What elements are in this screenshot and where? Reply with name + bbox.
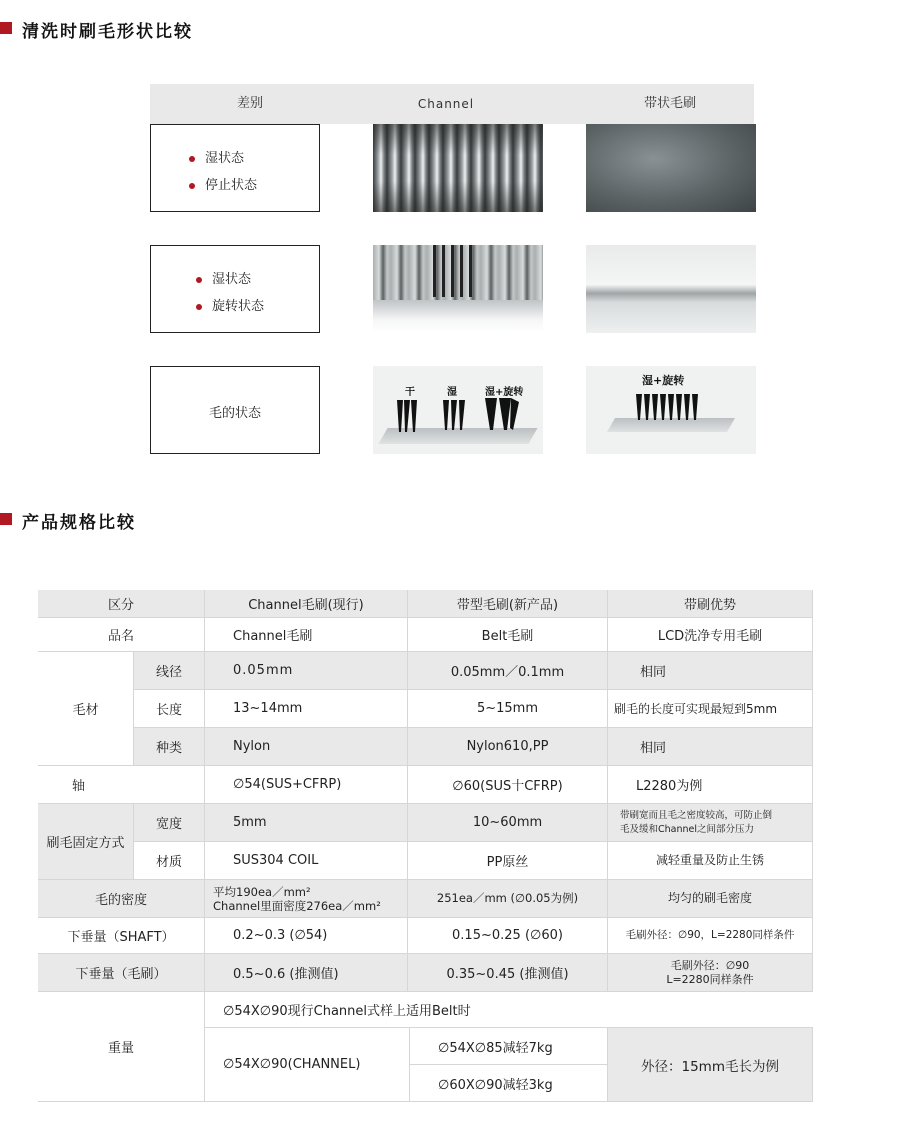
bullet-item (196, 295, 264, 314)
bullet-text: 停止状态 (205, 178, 258, 193)
table-cell: 0.15~0.25 (∅60) (408, 918, 608, 954)
table-row-label: 品名 (38, 618, 205, 652)
label-wet-rotate: 湿+旋转 (485, 387, 524, 398)
table-cell: Belt毛刷 (408, 618, 608, 652)
table-row-label: 长度 (134, 690, 205, 728)
table-cell: ∅54X∅90(CHANNEL) (205, 1028, 410, 1102)
table-cell: ∅54(SUS+CFRP) (205, 766, 408, 804)
bullet-item (189, 147, 244, 166)
section-marker-icon (0, 22, 12, 34)
channel-wet-stop-photo (373, 124, 543, 212)
table-cell: 10~60mm (408, 804, 608, 842)
bullet-dot-icon (189, 156, 195, 162)
label-dry: 干 (405, 387, 415, 398)
bullet-dot-icon (196, 277, 202, 283)
section-title-spec: 产品规格比较 (22, 513, 136, 533)
channel-wet-rotate-photo (373, 245, 543, 333)
wet-rotate-bristles (485, 398, 519, 430)
photo-dark-streak (433, 245, 473, 297)
table-cell: 毛刷外径：∅90 L=2280同样条件 (608, 954, 813, 992)
table-cell: 相同 (608, 652, 813, 690)
bristle-shapes (373, 366, 543, 454)
wet-bristles (443, 400, 465, 430)
table-cell: 0.05mm／0.1mm (408, 652, 608, 690)
table-row-label: 线径 (134, 652, 205, 690)
table-cell: 平均190ea／mm² Channel里面密度276ea／mm² (205, 880, 408, 918)
dry-bristles (397, 400, 417, 432)
bullet-item (189, 174, 257, 193)
bullet-text: 湿状态 (212, 272, 252, 287)
table-cell: ∅60(SUS十CFRP) (408, 766, 608, 804)
bullet-text: 湿状态 (205, 151, 245, 166)
table-cell: 减轻重量及防止生锈 (608, 842, 813, 880)
table-cell: SUS304 COIL (205, 842, 408, 880)
table-cell: PP原丝 (408, 842, 608, 880)
table-header-cell: 带刷优势 (608, 590, 813, 618)
table-cell: 外径：15mm毛长为例 (608, 1028, 813, 1102)
table-cell: Nylon610,PP (408, 728, 608, 766)
state-box-wet-rotate (150, 245, 320, 333)
table-header-cell: 带型毛刷(新产品) (408, 590, 608, 618)
table-group-label: 刷毛固定方式 (38, 804, 134, 880)
table-cell: 0.5~0.6 (推测值) (205, 954, 408, 992)
table-header-cell: Channel毛刷(现行) (205, 590, 408, 618)
table-cell: ∅60X∅90减轻3kg (410, 1065, 608, 1102)
label-belt-wet-rotate: 湿+旋转 (642, 374, 685, 387)
belt-wet-rotate-photo (586, 245, 756, 333)
table-row-label: 宽度 (134, 804, 205, 842)
state-box-wet-stop (150, 124, 320, 212)
table-row-label: 下垂量（SHAFT） (38, 918, 205, 954)
table-cell: 毛刷外径：∅90，L=2280同样条件 (608, 918, 813, 954)
table-cell: 0.05mm (205, 652, 408, 690)
bristle-state-label: 毛的状态 (208, 406, 261, 421)
photo-foam (373, 300, 543, 333)
table-row-label: 毛的密度 (38, 880, 205, 918)
compare-header-bar (150, 84, 754, 124)
channel-bristle-photo (373, 366, 543, 454)
header-channel: Channel (417, 97, 475, 111)
header-belt-brush: 带状毛刷 (643, 96, 696, 111)
belt-bristle-shapes (586, 366, 756, 454)
table-cell: ∅54X∅90现行Channel式样上适用Belt时 (205, 992, 813, 1028)
table-cell: 带刷宽而且毛之密度较高，可防止倒 毛及缓和Channel之间部分压力 (608, 804, 813, 842)
bullet-dot-icon (196, 304, 202, 310)
state-box-bristle (150, 366, 320, 454)
table-cell: 251ea／mm (∅0.05为例) (408, 880, 608, 918)
table-row-label: 材质 (134, 842, 205, 880)
table-cell: ∅54X∅85减轻7kg (410, 1028, 608, 1065)
table-cell: Channel毛刷 (205, 618, 408, 652)
table-group-label: 毛材 (38, 652, 134, 766)
spec-table (38, 590, 813, 1102)
table-cell: Nylon (205, 728, 408, 766)
header-difference: 差别 (236, 96, 263, 111)
table-header-cell: 区分 (38, 590, 205, 618)
bullet-dot-icon (189, 183, 195, 189)
table-cell: L2280为例 (608, 766, 813, 804)
bullet-item (196, 268, 251, 287)
table-row-label: 重量 (38, 992, 205, 1102)
label-wet: 湿 (447, 387, 457, 398)
table-row-label: 下垂量（毛刷） (38, 954, 205, 992)
table-cell: 5mm (205, 804, 408, 842)
table-cell: 0.2~0.3 (∅54) (205, 918, 408, 954)
table-cell: 相同 (608, 728, 813, 766)
belt-wet-stop-photo (586, 124, 756, 212)
table-cell: 刷毛的长度可实现最短到5mm (608, 690, 813, 728)
table-cell: LCD洗净专用毛刷 (608, 618, 813, 652)
photo-shade (373, 124, 543, 212)
table-cell: 均匀的刷毛密度 (608, 880, 813, 918)
section-marker-icon (0, 513, 12, 525)
table-cell: 13~14mm (205, 690, 408, 728)
belt-bristle-photo (586, 366, 756, 454)
table-cell: 5~15mm (408, 690, 608, 728)
section-title-brush-shape: 清洗时刷毛形状比较 (22, 22, 193, 42)
table-row-label: 轴 (38, 766, 205, 804)
table-cell: 0.35~0.45 (推测值) (408, 954, 608, 992)
table-row-label: 种类 (134, 728, 205, 766)
bullet-text: 旋转状态 (212, 299, 265, 314)
